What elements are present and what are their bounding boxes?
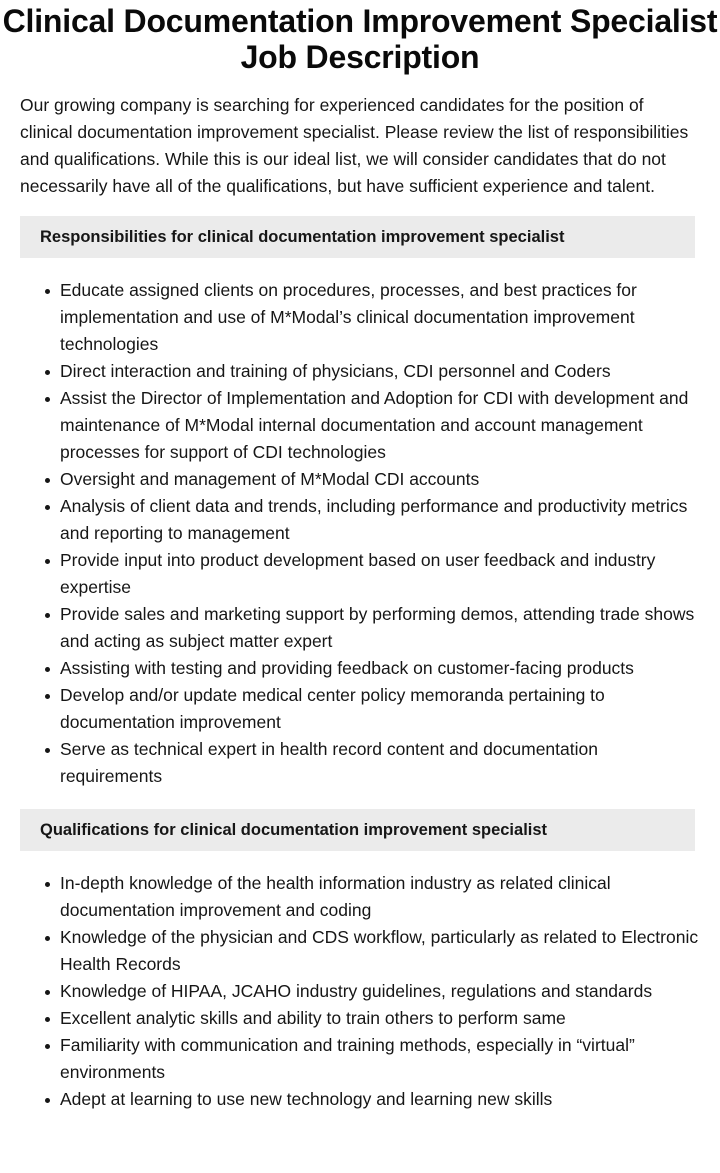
list-item: Assist the Director of Implementation and Adoption for CDI with development and maintenance of M*Modal internal documentation and account management processes for support of CDI technologies bbox=[60, 385, 700, 466]
list-item: Knowledge of HIPAA, JCAHO industry guidelines, regulations and standards bbox=[60, 978, 700, 1005]
list-item: Adept at learning to use new technology and learning new skills bbox=[60, 1086, 700, 1113]
list-item: Direct interaction and training of physicians, CDI personnel and Coders bbox=[60, 358, 700, 385]
responsibilities-list bbox=[20, 277, 700, 790]
list-item: Familiarity with communication and training methods, especially in “virtual” environments bbox=[60, 1032, 700, 1086]
list-item: Assisting with testing and providing feedback on customer-facing products bbox=[60, 655, 700, 682]
list-item: Knowledge of the physician and CDS workflow, particularly as related to Electronic Health Records bbox=[60, 924, 700, 978]
intro-paragraph: Our growing company is searching for experienced candidates for the position of clinical documentation improvement specialist. Please review the list of responsibilities and qualifications. While this is our ideal list, we will consider candidates that do not necessarily have all of the qualifications, but have sufficient experience and talent. bbox=[20, 95, 689, 196]
list-item: Analysis of client data and trends, including performance and productivity metrics and reporting to management bbox=[60, 493, 700, 547]
list-item: Provide input into product development based on user feedback and industry expertise bbox=[60, 547, 700, 601]
qualifications-heading: Qualifications for clinical documentation improvement specialist bbox=[20, 809, 695, 851]
list-item: Serve as technical expert in health record content and documentation requirements bbox=[60, 736, 700, 790]
list-item: In-depth knowledge of the health information industry as related clinical documentation improvement and coding bbox=[60, 870, 700, 924]
qualifications-list bbox=[20, 870, 700, 1113]
list-item: Educate assigned clients on procedures, processes, and best practices for implementation and use of M*Modal’s clinical documentation improvement technologies bbox=[60, 277, 700, 358]
responsibilities-heading: Responsibilities for clinical documentation improvement specialist bbox=[20, 216, 695, 258]
list-item: Provide sales and marketing support by performing demos, attending trade shows and acting as subject matter expert bbox=[60, 601, 700, 655]
page-title: Clinical Documentation Improvement Specialist Job Description bbox=[2, 3, 718, 75]
list-item: Excellent analytic skills and ability to train others to perform same bbox=[60, 1005, 700, 1032]
list-item: Develop and/or update medical center policy memoranda pertaining to documentation improvement bbox=[60, 682, 700, 736]
list-item: Oversight and management of M*Modal CDI accounts bbox=[60, 466, 700, 493]
